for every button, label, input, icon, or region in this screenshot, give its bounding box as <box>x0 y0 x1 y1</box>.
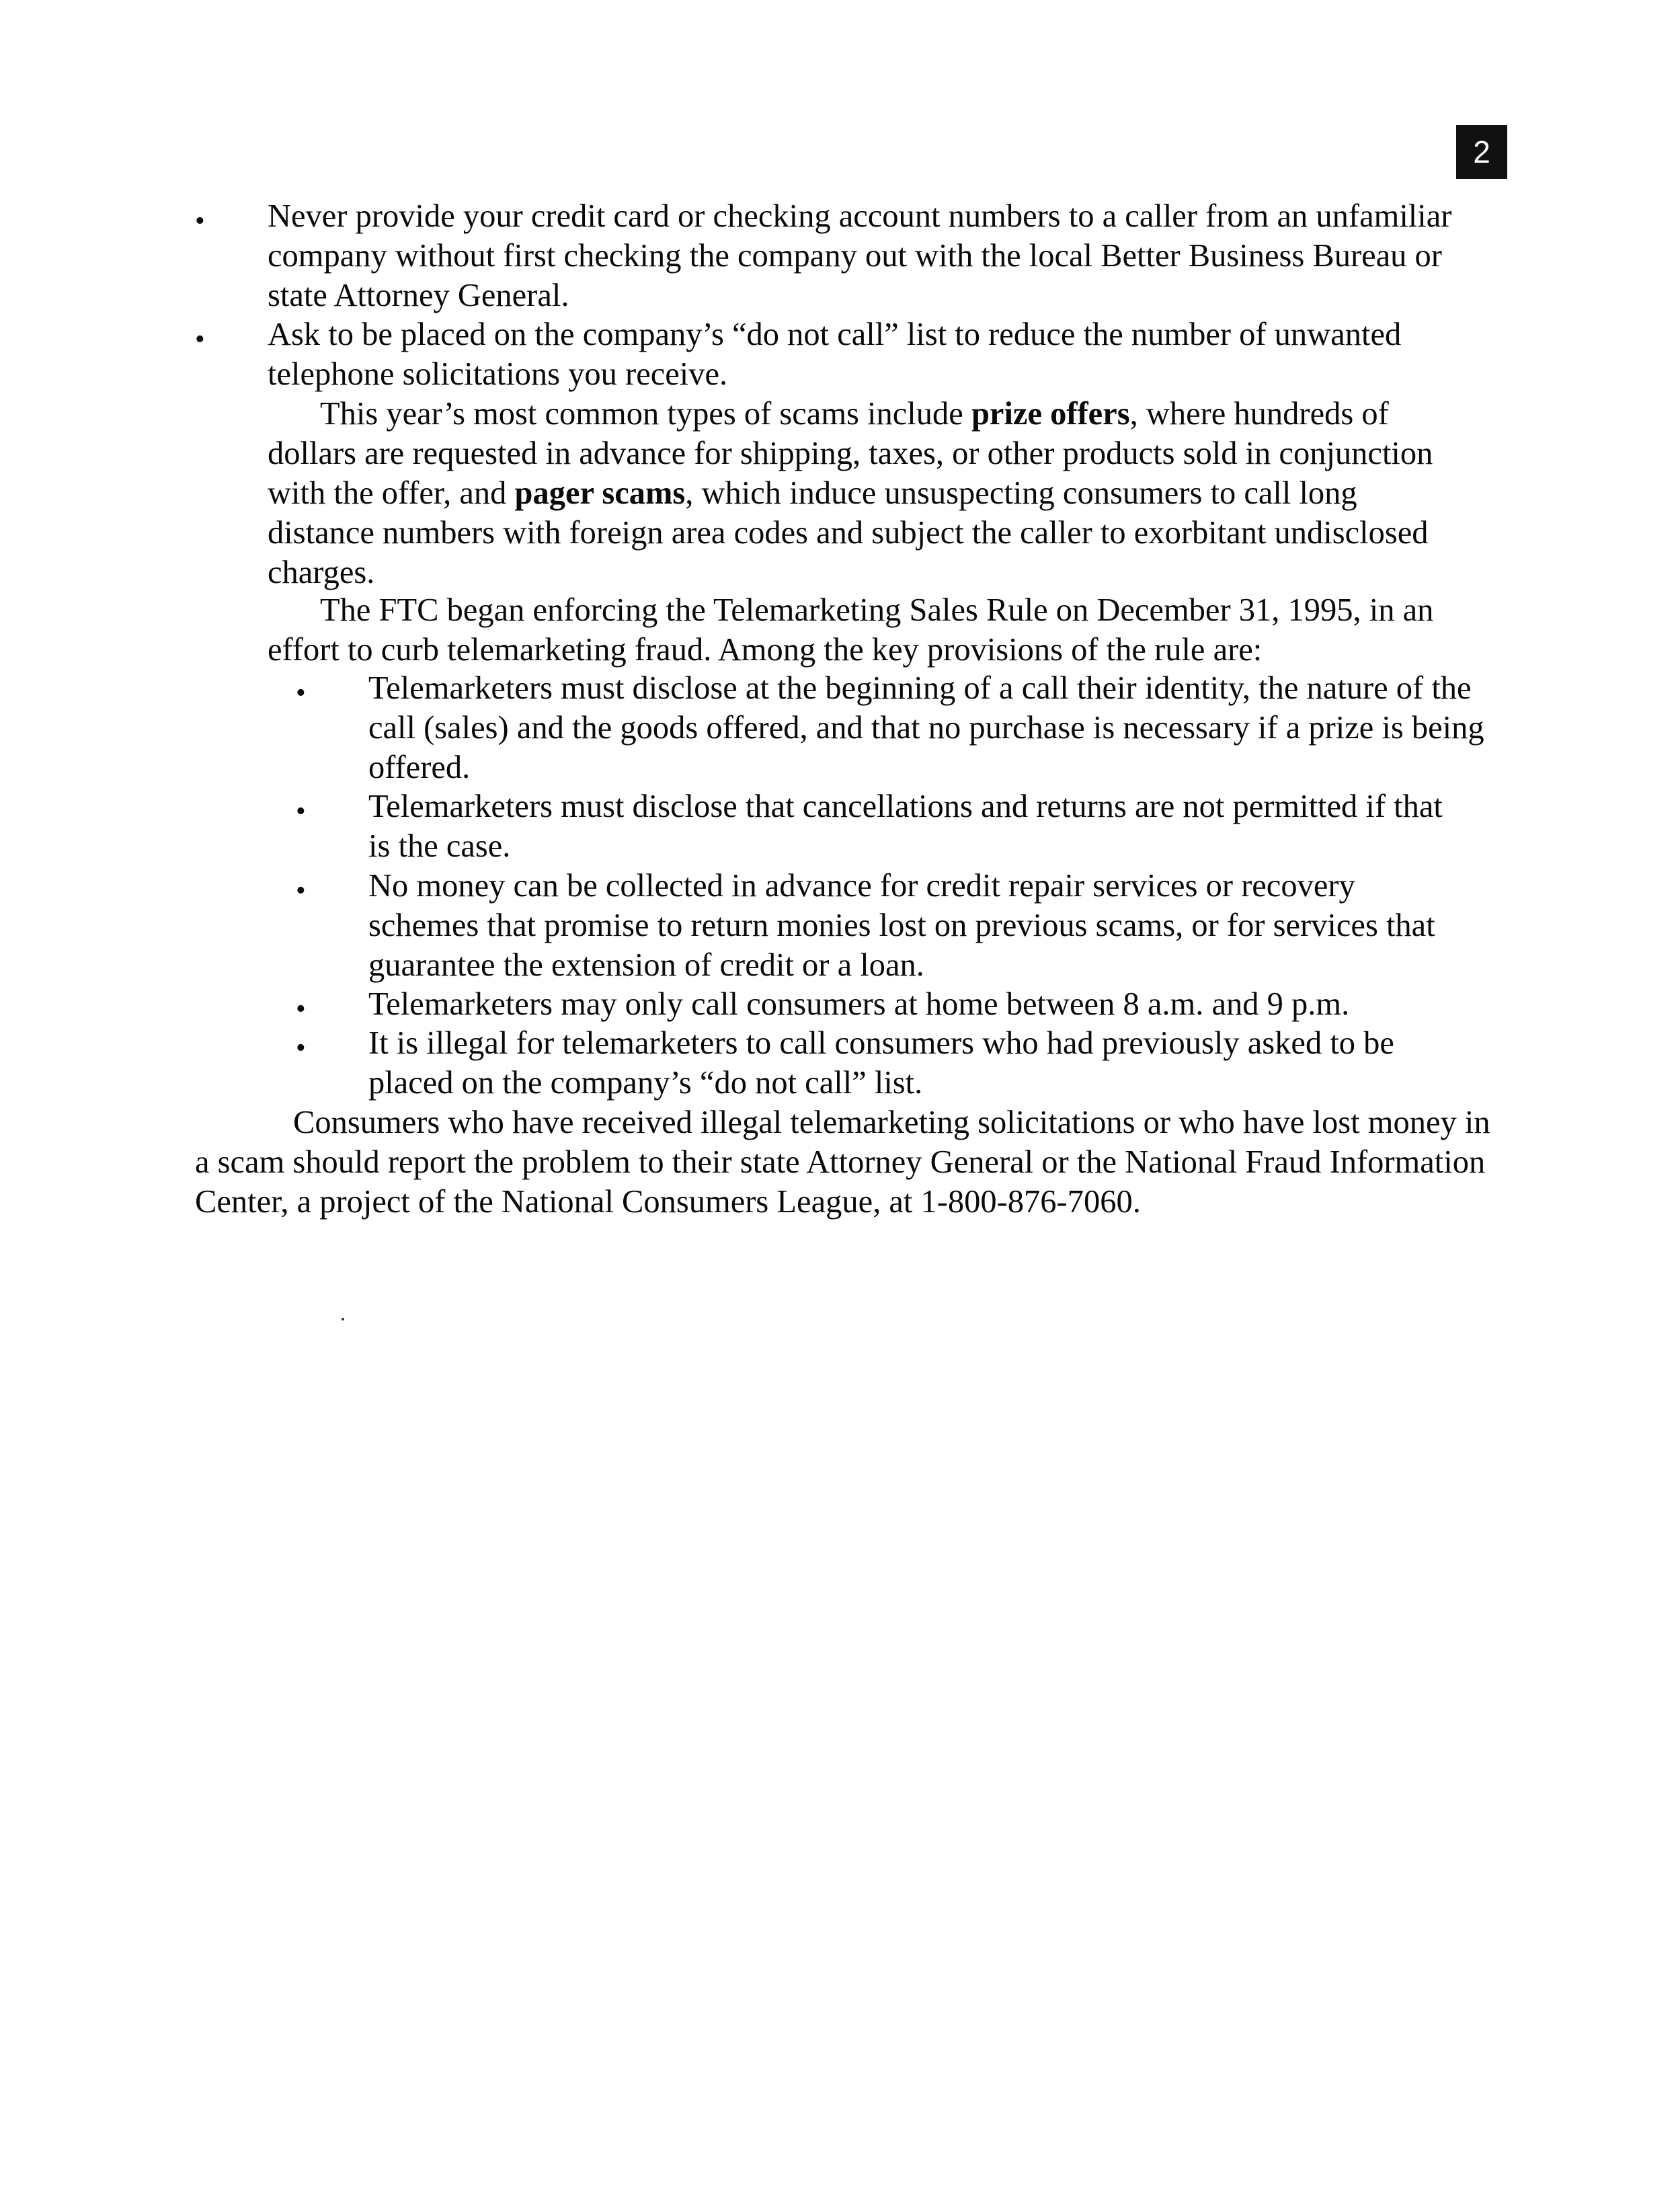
scams-text-part1: This year’s most common types of scams include <box>320 396 971 432</box>
bullet-dot: • <box>195 324 205 355</box>
bullet-dot: • <box>296 875 306 906</box>
scams-bold-prize-offers: prize offers <box>971 396 1130 432</box>
bullet-dot: • <box>296 678 306 709</box>
rule-bullet-do-not-call <box>368 1023 1457 1103</box>
bullet-item-do-not-call <box>268 315 1464 394</box>
rule-bullet-text: It is illegal for telemarketers to call consumers who had previously asked to be placed on the company’s “do not call” list. <box>368 1025 1394 1101</box>
rule-bullet-disclosure <box>368 668 1484 787</box>
scan-speck <box>342 1318 344 1320</box>
bullet-dot: • <box>296 796 306 827</box>
bullet-text: Ask to be placed on the company’s “do not call” list to reduce the number of unwanted telephone solicitations you receive. <box>268 317 1402 392</box>
ftc-rule-paragraph: The FTC began enforcing the Telemarketing Sales Rule on December 31, 1995, in an effort to curb telemarketing fraud. Among the key provisions of the rule are: <box>268 592 1434 668</box>
rule-bullet-text: No money can be collected in advance for credit repair services or recovery schemes that promise to return monies lost on previous scams, or for services that guarantee the extension of credit or a loan. <box>368 868 1435 983</box>
scams-bold-pager-scams: pager scams <box>514 475 686 511</box>
bullet-text: Never provide your credit card or checking account numbers to a caller from an unfamiliar company without first checking the company out with the local Better Business Bureau or state Attorney General. <box>268 198 1452 313</box>
bullet-dot: • <box>296 994 306 1025</box>
bullet-dot: • <box>296 1033 306 1064</box>
common-scams-paragraph <box>268 394 1471 592</box>
rule-bullet-text: Telemarketers must disclose at the beginning of a call their identity, the nature of the call (sales) and the goods offered, and that no purchase is necessary if a prize is being offered. <box>368 670 1484 785</box>
rule-bullet-call-hours <box>368 984 1484 1024</box>
rule-bullet-text: Telemarketers may only call consumers at home between 8 a.m. and 9 p.m. <box>368 986 1350 1022</box>
scams-text-part2: , where hundreds of dollars are requested in advance for shipping, taxes, or other products sold in conjunction with the offer, and <box>268 396 1433 511</box>
page-number-badge: 2 <box>1456 125 1507 179</box>
rule-bullet-text: Telemarketers must disclose that cancellations and returns are not permitted if that is the case. <box>368 789 1443 864</box>
rule-bullet-cancellations <box>368 787 1471 866</box>
scams-text-part3: , which induce unsuspecting consumers to call long distance numbers with foreign area codes and subject the caller to exorbitant undisclosed charges. <box>268 475 1429 590</box>
closing-paragraph: Consumers who have received illegal telemarketing solicitations or who have lost money in a scam should report the problem to their state Attorney General or the National Fraud Information Center, a project of the National Consumers League, at 1-800-876-7060. <box>195 1105 1490 1220</box>
rule-bullet-advance-payment <box>368 866 1471 985</box>
bullet-dot: • <box>195 206 205 237</box>
bullet-item-payment-safety <box>268 196 1484 315</box>
